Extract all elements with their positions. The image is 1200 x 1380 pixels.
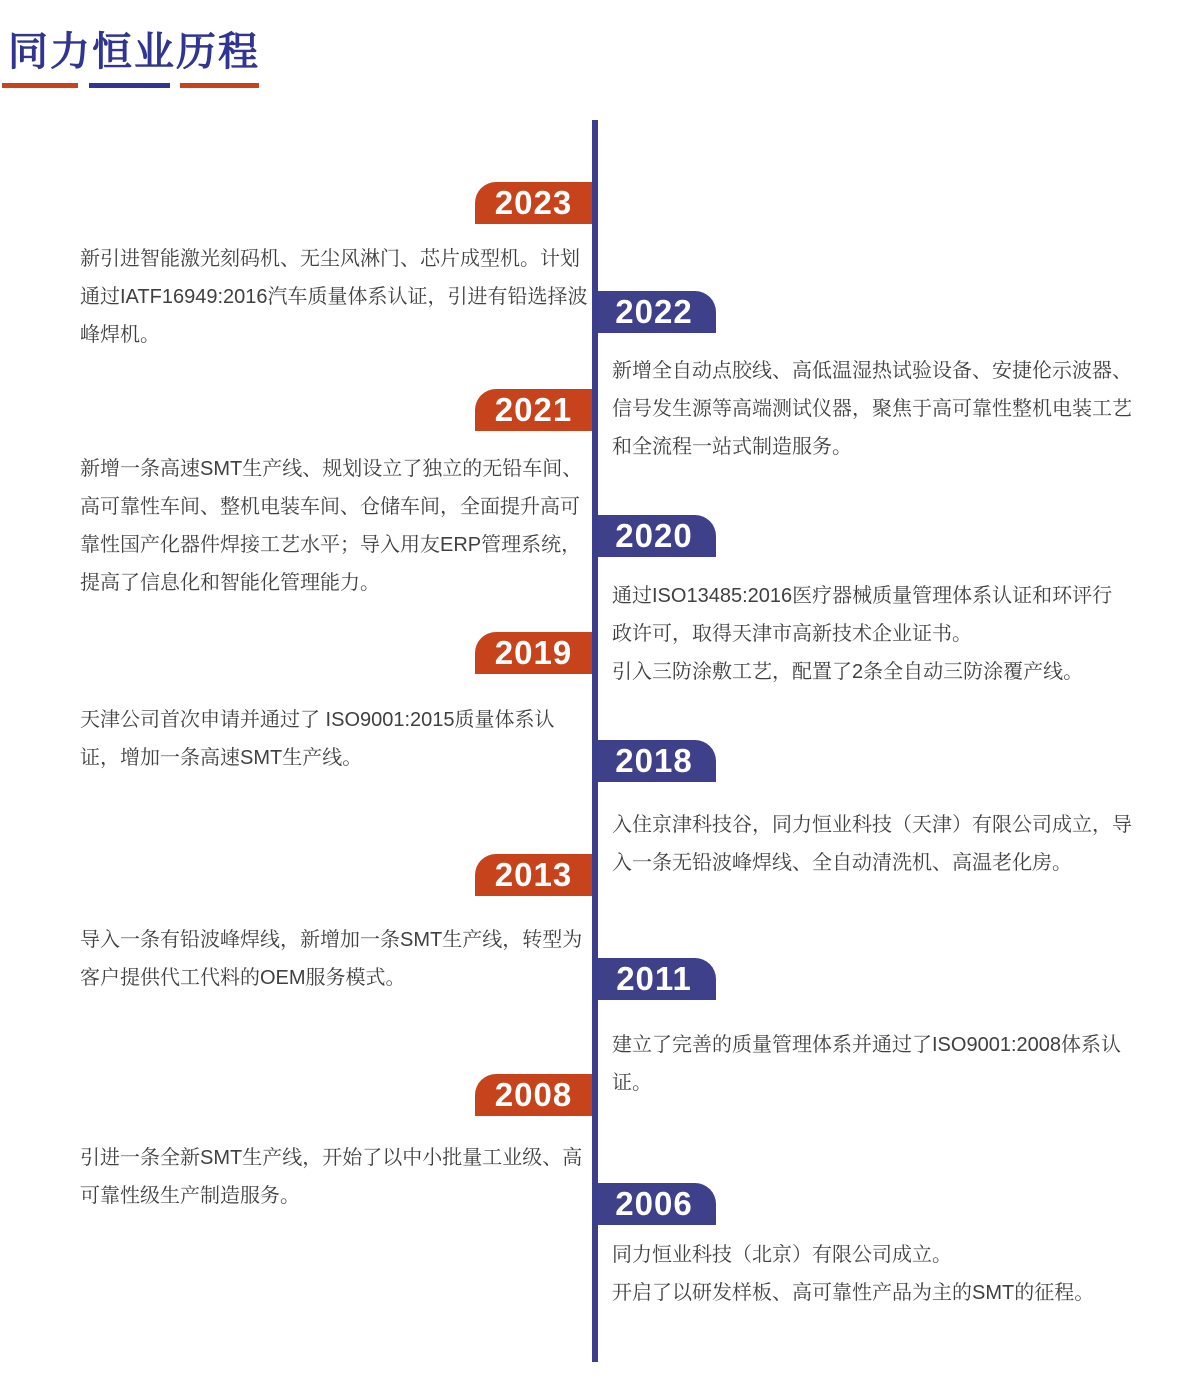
timeline-entry-text: 天津公司首次申请并通过了 ISO9001:2015质量体系认证，增加一条高速SMT生产线。 bbox=[80, 709, 555, 769]
timeline-entry-2022 bbox=[612, 352, 1132, 466]
timeline-entry-2019 bbox=[80, 701, 594, 777]
year-badge-2013: 2013 bbox=[475, 854, 592, 896]
year-badge-2022: 2022 bbox=[592, 291, 716, 333]
timeline-entry-2023 bbox=[80, 240, 594, 354]
year-badge-2021: 2021 bbox=[475, 389, 592, 431]
timeline-entry-text: 新引进智能激光刻码机、无尘风淋门、芯片成型机。计划通过IATF16949:2016汽车质量体系认证，引进有铅选择波峰焊机。 bbox=[80, 248, 588, 346]
title-underline-orange-right bbox=[180, 83, 259, 88]
page-title: 同力恒业历程 bbox=[8, 30, 260, 74]
year-badge-2020: 2020 bbox=[592, 515, 716, 557]
timeline-entry-text: 通过ISO13485:2016医疗器械质量管理体系认证和环评行政许可，取得天津市高新技术企业证书。 bbox=[612, 585, 1113, 645]
timeline-entry-text: 同力恒业科技（北京）有限公司成立。 bbox=[612, 1244, 952, 1266]
timeline-entry-text: 入住京津科技谷，同力恒业科技（天津）有限公司成立，导入一条无铅波峰焊线、全自动清洗机、高温老化房。 bbox=[612, 814, 1132, 874]
timeline-entry-2008 bbox=[80, 1139, 594, 1215]
timeline-entry-2013 bbox=[80, 921, 594, 997]
timeline-entry-text: 引进一条全新SMT生产线，开始了以中小批量工业级、高可靠性级生产制造服务。 bbox=[80, 1147, 583, 1207]
year-badge-2018: 2018 bbox=[592, 740, 716, 782]
year-badge-2008: 2008 bbox=[475, 1074, 592, 1116]
timeline-entry-text: 引入三防涂敷工艺，配置了2条全自动三防涂覆产线。 bbox=[612, 661, 1084, 683]
title-underline-blue bbox=[89, 83, 170, 88]
timeline-entry-2018 bbox=[612, 806, 1132, 882]
timeline-entry-text: 导入一条有铅波峰焊线，新增加一条SMT生产线，转型为客户提供代工代料的OEM服务模式。 bbox=[80, 929, 583, 989]
title-underline-orange-left bbox=[2, 83, 78, 88]
timeline-entry-2011 bbox=[612, 1026, 1132, 1102]
timeline-entry-text: 新增全自动点胶线、高低温湿热试验设备、安捷伦示波器、信号发生源等高端测试仪器，聚焦于高可靠性整机电装工艺和全流程一站式制造服务。 bbox=[612, 360, 1132, 458]
year-badge-2023: 2023 bbox=[475, 182, 592, 224]
timeline-entry-text: 开启了以研发样板、高可靠性产品为主的SMT的征程。 bbox=[612, 1282, 1095, 1304]
timeline-entry-2020 bbox=[612, 577, 1132, 691]
timeline-entry-2006 bbox=[612, 1236, 1132, 1312]
year-badge-2011: 2011 bbox=[592, 958, 716, 1000]
timeline-entry-2021 bbox=[80, 450, 594, 602]
timeline-entry-text: 建立了完善的质量管理体系并通过了ISO9001:2008体系认证。 bbox=[612, 1034, 1121, 1094]
timeline-entry-text: 新增一条高速SMT生产线、规划设立了独立的无铅车间、高可靠性车间、整机电装车间、仓储车间，全面提升高可靠性国产化器件焊接工艺水平；导入用友ERP管理系统，提高了信息化和智能化管理能力。 bbox=[80, 458, 583, 594]
year-badge-2019: 2019 bbox=[475, 632, 592, 674]
year-badge-2006: 2006 bbox=[592, 1183, 716, 1225]
timeline-axis bbox=[592, 120, 598, 1362]
